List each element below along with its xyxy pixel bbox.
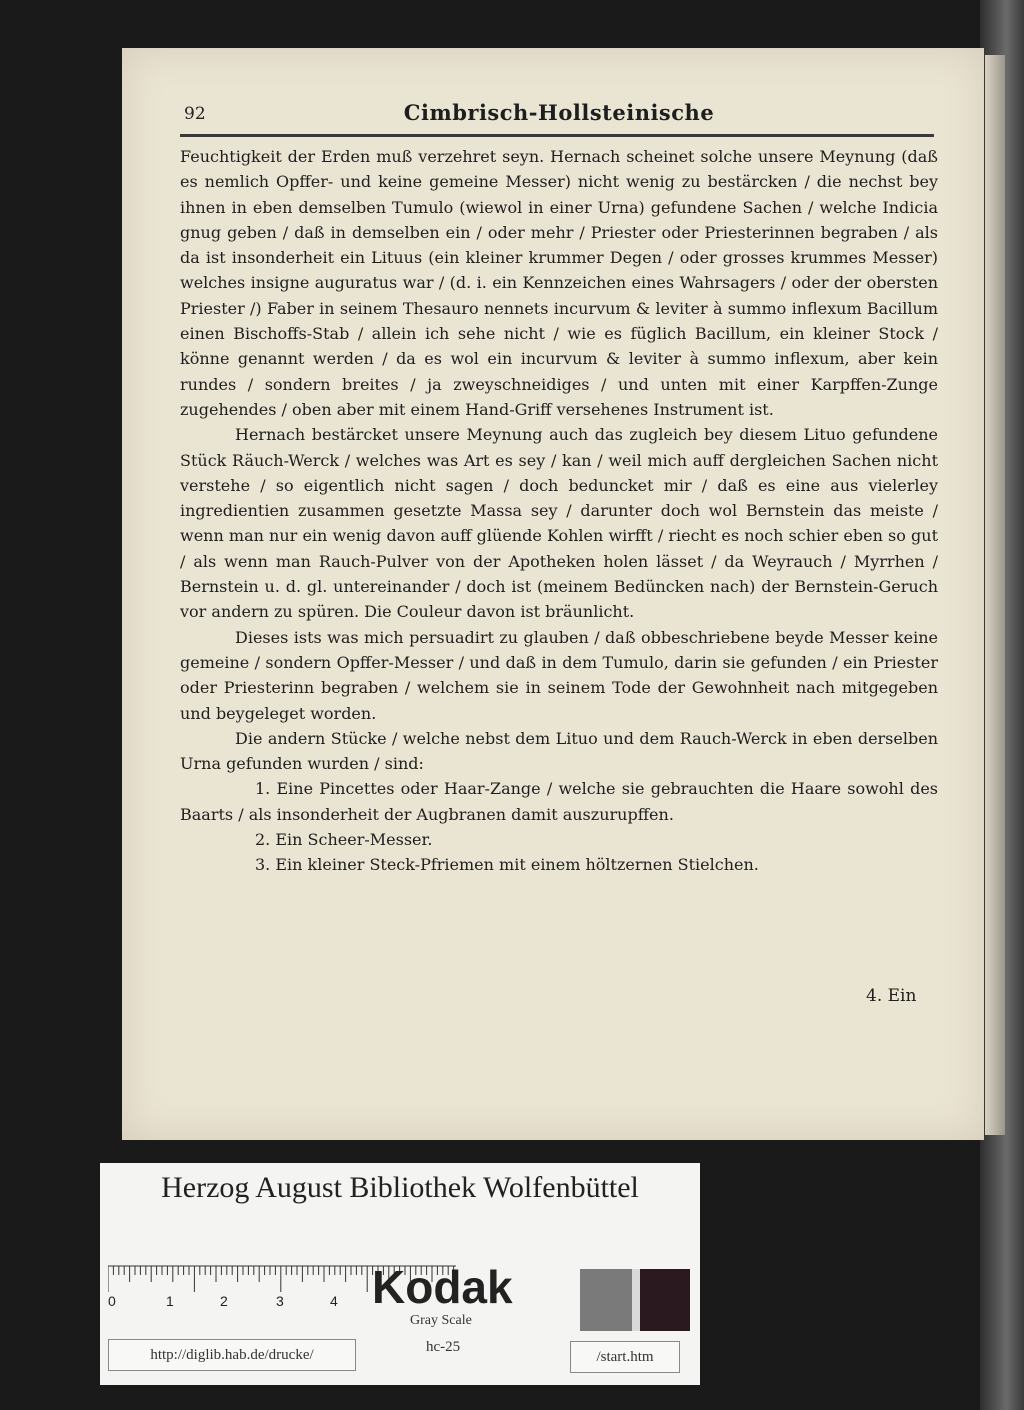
light-swatch [632,1269,640,1331]
paragraph: Die andern Stücke / welche nebst dem Lituo und dem Rauch-Werck in eben derselben Urna gefunden wurden / sind: [180,728,938,774]
ruler-label: 4 [330,1293,338,1309]
kodak-logo: Kodak [372,1261,513,1313]
running-title: Cimbrisch-Hollsteinische [403,100,715,125]
dark-swatch [640,1269,690,1331]
body-text [180,144,938,878]
list-item: 2. Ein Scheer-Messer. [255,830,433,850]
catchword: 4. Ein [866,986,917,1006]
page-edge [985,55,1005,1135]
list-item: 3. Ein kleiner Steck-Pfriemen mit einem höltzernen Stielchen. [255,855,759,875]
list-item: 1. Eine Pincettes oder Haar-Zange / welche sie gebrauchten die Haare sowohl des Baarts / als insonderheit der Augbranen damit auszurupffen. [180,779,938,824]
paragraph: Dieses ists was mich persuadirt zu glauben / daß obbeschriebene beyde Messer keine gemeine / sondern Opffer-Messer / und daß in dem Tumulo, darin sie gefunden / ein Priester oder Priesterinn begraben / welchem sie in seinem Tode der Gewohnheit nach mitgegeben und beygeleget worden. [180,627,938,723]
gray-scale-label: Gray Scale [410,1313,472,1328]
ruler-label: 1 [166,1293,174,1309]
url-right: /start.htm [570,1341,680,1373]
paragraph: Feuchtigkeit der Erden muß verzehret seyn. Hernach scheinet solche unsere Meynung (daß es nemlich Opffer- und keine gemeine Messer) nicht wenig zu bestärcken / die nechst bey ihnen in eben demselben Tumulo (wiewol in einer Urna) gefundene Sachen / welche Indicia gnug geben / daß in demselben ein / oder mehr / Priester oder Priesterinnen begraben / als da ist insonderheit ein Lituus (ein kleiner krummer Degen / oder grosses krummes Messer) welches insigne auguratus war / (d. i. ein Kennzeichen eines Wahrsagers / oder der obersten Priester /) Faber in seinem Thesauro nennets incurvum & leviter à summo inflexum Bacillum einen Bischoffs-Stab / allein ich sehe nicht / wie es füglich Bacillum, ein kleiner Stock / könne genannt werden / da es wol ein incurvum & leviter à summo inflexum, aber kein rundes / sondern breites / ja zweyschneidiges / und unten mit einer Karpffen-Zunge zugehendes / oben aber mit einem Hand-Griff versehenes Instrument ist. [180,147,938,419]
page-number: 92 [184,104,206,124]
call-number: hc-25 [426,1339,461,1355]
archive-color-strip [100,1163,700,1385]
library-title: Herzog August Bibliothek Wolfenbüttel [161,1171,639,1204]
ruler-label: 0 [108,1293,116,1309]
ruler-label: 3 [276,1293,284,1309]
page-header [184,100,934,130]
ruler-label: 2 [220,1293,228,1309]
url-left: http://diglib.hab.de/drucke/ [108,1339,356,1371]
paragraph: Hernach bestärcket unsere Meynung auch das zugleich bey diesem Lituo gefundene Stück Räuch-Werck / welches was Art es sey / kan / weil mich auff dergleichen Sachen nicht verstehe / so eigentlich nicht sagen / doch beduncket mir / daß es eine aus vielerley ingredientien zusammen gesetzte Massa sey / darunter doch wol Bernstein das meiste / wenn man nur ein wenig davon auff glüende Kohlen wirfft / riecht es noch schier eben so gut / als wenn man Rauch-Pulver von der Apotheken holen lässet / da Weyrauch / Myrrhen / Bernstein u. d. gl. untereinander / doch ist (meinem Bedüncken nach) der Bernstein-Geruch vor andern zu spüren. Die Couleur davon ist bräunlicht. [180,425,938,622]
gray-swatch [580,1269,632,1331]
header-rule [180,134,934,137]
